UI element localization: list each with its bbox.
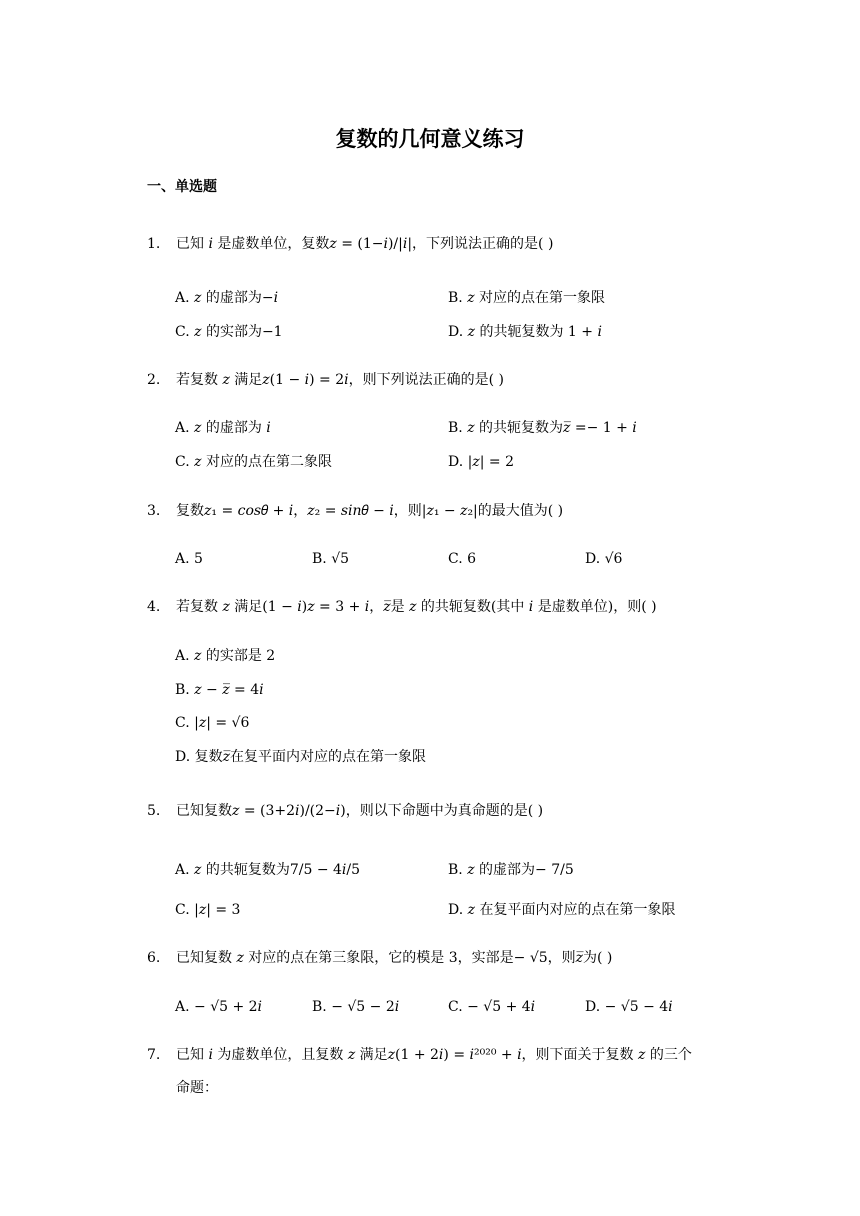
option-c: C. 𝑧 的实部为−1 [175, 324, 283, 340]
page-title: 复数的几何意义练习 [335, 126, 525, 151]
option-d: D. 复数𝑧̅在复平面内对应的点在第一象限 [175, 749, 427, 765]
option-b: B. 𝑧 的虚部为− 7/5 [448, 862, 574, 878]
question-stem: 已知 𝑖 是虚数单位，复数𝑧 = (1−𝑖)/|𝑖|，下列说法正确的是( ) [176, 236, 554, 252]
option-d: D. |𝑧| = 2 [448, 454, 514, 470]
question-number: 6. [147, 950, 161, 966]
question-number: 3. [147, 503, 161, 519]
option-b: B. 𝑧 − 𝑧̅ = 4𝑖 [175, 682, 264, 698]
question-stem-continued: 命题： [176, 1080, 218, 1096]
question-number: 4. [147, 599, 161, 615]
option-c: C. |𝑧| = √6 [175, 715, 250, 731]
option-c: C. |𝑧| = 3 [175, 902, 241, 918]
option-d: D. 𝑧 在复平面内对应的点在第一象限 [448, 902, 676, 918]
question-stem: 已知复数𝑧 = (3+2𝑖)/(2−𝑖)，则以下命题中为真命题的是( ) [176, 803, 544, 819]
option-c: C. 𝑧 对应的点在第二象限 [175, 454, 332, 470]
question-number: 5. [147, 803, 161, 819]
question-stem: 若复数 𝑧 满足(1 − 𝑖)𝑧 = 3 + 𝑖，𝑧̅是 𝑧 的共轭复数(其中 𝑖 是虚数单位)，则( ) [176, 599, 657, 615]
question-stem: 复数𝑧₁ = 𝑐𝑜𝑠𝜃 + 𝑖，𝑧₂ = 𝑠𝑖𝑛𝜃 − 𝑖，则|𝑧₁ − 𝑧₂|的最大值为( ) [176, 503, 564, 519]
option-b: B. 𝑧 的共轭复数为𝑧̅ =− 1 + 𝑖 [448, 420, 637, 436]
option-d: D. 𝑧 的共轭复数为 1 + 𝑖 [448, 324, 602, 340]
section-heading: 一、单选题 [147, 179, 217, 195]
option-a: A. 𝑧 的虚部为−𝑖 [175, 290, 279, 306]
option-c: C. 6 [448, 551, 477, 567]
option-b: B. √5 [312, 551, 350, 567]
option-b: B. 𝑧 对应的点在第一象限 [448, 290, 606, 306]
question-number: 2. [147, 372, 161, 388]
question-stem: 若复数 𝑧 满足𝑧(1 − 𝑖) = 2𝑖，则下列说法正确的是( ) [176, 372, 504, 388]
option-a: A. 𝑧 的虚部为 𝑖 [175, 420, 271, 436]
option-b: B. − √5 − 2𝑖 [312, 999, 400, 1015]
option-a: A. 𝑧 的共轭复数为7/5 − 4𝑖/5 [175, 862, 361, 878]
option-a: A. 𝑧 的实部是 2 [175, 648, 276, 664]
question-stem: 已知 𝑖 为虚数单位，且复数 𝑧 满足𝑧(1 + 2𝑖) = 𝑖²⁰²⁰ + 𝑖，则下面关于复数 𝑧 的三个 [176, 1047, 692, 1063]
option-c: C. − √5 + 4𝑖 [448, 999, 536, 1015]
question-stem: 已知复数 𝑧 对应的点在第三象限，它的模是 3，实部是− √5，则𝑧̅为( ) [176, 950, 613, 966]
option-a: A. 5 [175, 551, 203, 567]
question-number: 7. [147, 1047, 161, 1063]
question-number: 1. [147, 236, 161, 252]
option-a: A. − √5 + 2𝑖 [175, 999, 263, 1015]
option-d: D. − √5 − 4𝑖 [585, 999, 673, 1015]
option-d: D. √6 [585, 551, 623, 567]
